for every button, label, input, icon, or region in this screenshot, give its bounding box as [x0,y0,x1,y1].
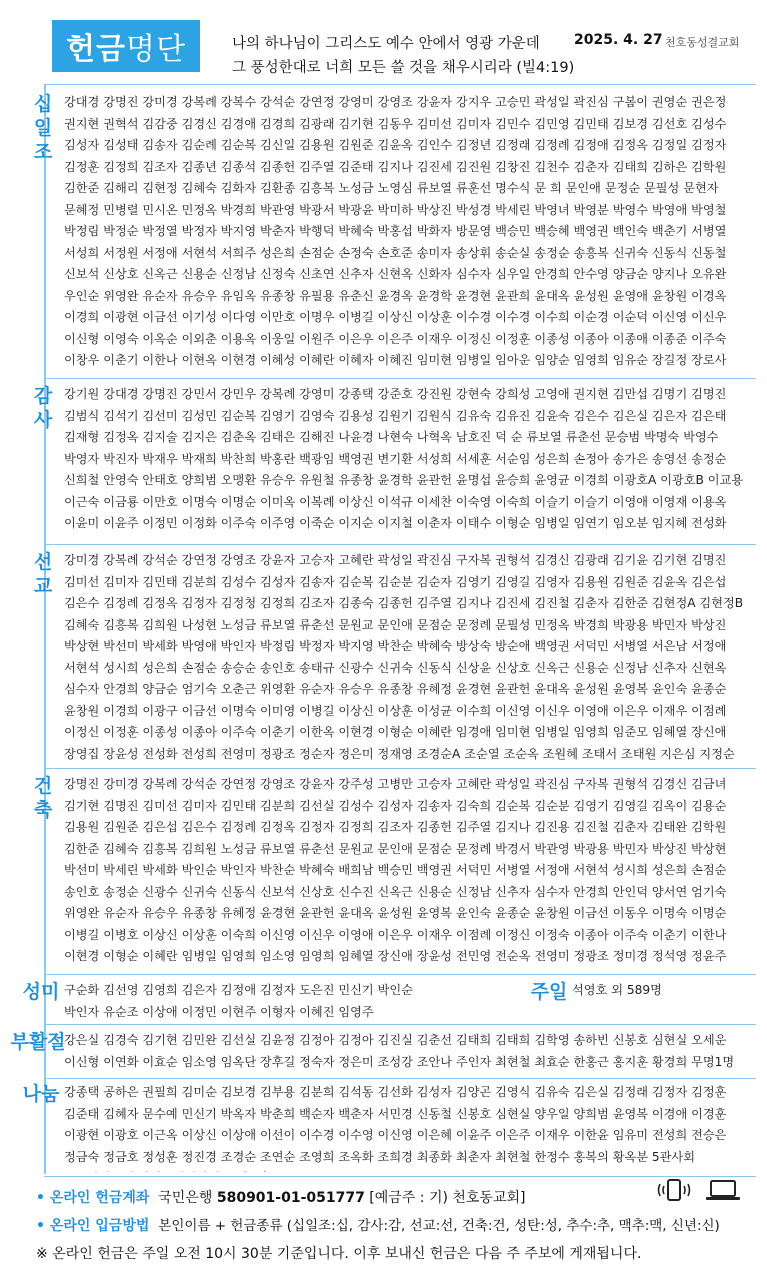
easter-names: 강은실 김경숙 김기현 김민완 김선실 김윤정 김정아 김정아 김진실 김춘선 김태희 김태희 김학영 송하빈 신봉호 심현실 오세운 이신형 이연화 이효순 임소영 임옥단 장후길 정숙자 정은미 조성강 조안나 주인자 최현철 최효순 한홍근 홍지훈 황경희 무명1명 [64,1033,735,1069]
account-row [36,1184,756,1212]
label-text: 선교 [33,551,53,597]
account-bank: 국민은행 [158,1190,213,1206]
sharing-names: 강종택 공하은 권필희 김미순 김보경 김부용 김분희 김석동 김선화 김성자 김양곤 김영식 김유숙 김은실 김정래 김정자 김정훈 김준태 김혜자 문수예 민신기 박옥자 박춘희 백순자 백춘자 서민경 신동철 신봉호 심현실 양우일 양희범 윤영복 이경애 이경훈 이광현 이광호 이근옥 이상신 이상애 이선이 이수경 이수영 이신영 이은혜 이윤주 이은주 이재우 이한윤 임유미 전성희 전승은 정금숙 정금호 정성훈 정진경 조경순 조연순 조영희 조옥화 조희경 최종화 최춘자 최현철 한정수 홍복의 황옥분 5관사회 [64,1085,727,1164]
holy-rice-names: 구순화 김선영 김영희 김은자 김정애 김정자 도은진 민신기 박인순 박인자 유순조 이상애 이정민 이현주 이형자 이혜진 임영주 [64,983,413,1019]
divider [44,768,756,769]
label-text: 건축 [33,775,53,821]
thanks-names: 강기원 강대경 강명진 강민서 강민우 강복례 강영미 강종택 강준호 강진원 강현숙 강희성 고영애 권지현 김만섭 김명기 김명진 김범식 김석기 김선미 김성민 김순복 김영기 김영숙 김용성 김원기 김원식 김유숙 김유진 김윤숙 김은수 김은실 김은자 김은태 김재형 김정옥 김지술 김지은 김춘옥 김태은 김해진 나윤경 나현숙 나혁옥 남호진 덕 순 류보열 류춘선 문승범 박명숙 박영수 박영자 박진자 박재우 박재희 박찬희 박홍란 백광임 백영권 변기환 서성희 서세훈 서순임 성은희 손정아 송가은 송영선 송정순 신희철 안영숙 안태호 양희범 오맹환 유승우 유원철 유종창 윤경학 윤관헌 윤명섭 윤승희 윤영균 이경희 이광호A 이광호B 이교용 이근숙 이금룡 이만호 이명숙 이명순 이미옥 이복례 이상신 이석규 이세찬 이숙영 이숙희 이슬기 이슬기 이영애 이영재 이용옥 이윤미 이윤주 이정민 이정화 이주숙 이주영 이죽순 이지순 이지철 이춘자 이태수 이형순 임병일 임연기 임오분 임지혜 전성화 [64,387,744,530]
page-title [52,20,200,72]
divider [44,544,756,545]
title-light: 명단 [126,32,186,67]
section-label-thanks [30,384,56,432]
mission-names: 강미경 강복례 강석순 강연정 강영조 강윤자 고승자 고혜란 곽성일 곽진심 구자복 권형석 김경신 김광래 김기윤 김기현 김명진 김미선 김미자 김민태 김분희 김성수 김성자 김송자 김순복 김순분 김순자 김영기 김영길 김영자 김용원 김원준 김윤옥 김은섭 김은수 김정례 김정옥 김정자 김정청 김정희 김조자 김종숙 김종헌 김주열 김지나 김진세 김진철 김춘자 김한준 김현정A 김현정B 김혜숙 김흥복 김희원 나성현 노성금 류보열 류춘선 문원교 문인애 문점순 문정례 문필성 민정옥 박경희 박광용 박민자 박상진 박상현 박선미 박세화 박영애 박인자 박정림 박정자 박지영 박찬순 박혜숙 방상숙 방순애 백영권 서덕민 서병열 서은남 서정애 서현석 성시희 성은희 손점순 송승순 송인호 송태규 신광수 신귀숙 신동식 신상윤 신상호 신옥근 신용순 신정남 신추자 신현옥 심수자 안경희 양금순 엄기숙 오춘근 위영환 유순자 유승우 유종창 유혜정 윤경현 윤관헌 윤대옥 윤성원 윤영복 윤인숙 윤종순 윤창원 이경희 이광구 이금선 이명숙 이미영 이병길 이상신 이상훈 이성균 이수희 이신영 이신우 이영애 이은우 이재우 이점례 이정신 이정훈 이종성 이종아 이주숙 이춘기 이한옥 이현경 이형순 이혜란 임경애 임미현 임병일 임영희 임준모 임혜열 장신애 장영집 장윤성 전성화 전성희 전영미 정광조 정순자 정은미 정재영 조경순A 조순열 조순옥 조원혜 조태서 조태원 지은심 지정순 [64,553,744,761]
divider [44,378,756,379]
divider [44,1024,756,1025]
section-label-building [30,774,56,822]
left-rule [44,84,46,1174]
account-label: • 온라인 헌금계좌 [36,1190,150,1206]
divider [44,84,756,85]
bulletin-date: 2025. 4. 27 [574,32,663,48]
section-label-sharing: 나눔 [22,1083,60,1105]
label-text: 감사 [33,385,53,431]
method-text: 본인이름 + 헌금종류 (십일조:십, 감사:감, 선교:선, 건축:건, 성탄:성, 추수:추, 맥추:맥, 신년:신) [158,1218,720,1234]
scripture-verse [232,32,574,80]
method-row [36,1212,756,1240]
verse-line-2: 그 풍성한대로 너희 모든 쓸 것을 채우시리라 (빌4:19) [232,60,575,76]
section-label-tithe [30,92,56,164]
verse-line-1: 나의 하나님이 그리스도 예수 안에서 영광 가운데 [232,36,540,52]
divider [44,974,756,975]
title-bold: 헌금 [66,32,126,67]
section-label-holy-rice: 성미 [22,981,60,1003]
section-label-mission [30,550,56,598]
account-number[interactable]: 580901-01-051777 [216,1190,365,1206]
method-label: • 온라인 입금방법 [36,1218,150,1234]
section-label-sunday: 주일 [530,981,568,1003]
footer [36,1184,756,1268]
header [0,0,767,80]
tithe-names: 강대경 강명진 강미경 강복례 강복수 강석순 강연정 강영미 강영조 강윤자 강지우 고승민 곽성일 곽진심 구봄이 권영순 권은정 권지현 권혁석 김감중 김경신 김경애 김경희 김광래 김기현 김동우 김미선 김미자 김민수 김민영 김민태 김보경 김선호 김성수 김성자 김성태 김송자 김순례 김순복 김신일 김용원 김원준 김윤옥 김인수 김정년 김정래 김정례 김정애 김정옥 김정일 김정자 김정훈 김정희 김조자 김종년 김종석 김종헌 김주열 김준태 김지나 김진세 김진원 김창진 김천수 김춘자 김태희 김하은 김학원 김한준 김해리 김현정 김혜숙 김화자 김환종 김흥복 노성금 노영심 류보열 류훈선 명수식 문 희 문인애 문정순 문필성 문현자 문혜정 민병렬 민시온 민정옥 박경희 박관영 박광서 박광윤 박미하 박상진 박성경 박세린 박영녀 박영분 박영수 박영애 박영철 박정림 박정순 박정열 박정자 박지영 박춘자 박행덕 박혜숙 박홍섭 박화자 방문영 백승민 백승혜 백영권 백인숙 백춘기 서병열 서성희 서정원 서정애 서현석 서희주 성은희 손점순 손정숙 손호준 송미자 송상휘 송순실 송정순 송흥복 신귀숙 신동식 신동철 신보석 신상호 신옥근 신용순 신정남 신정숙 신초연 신추자 신현옥 신화자 심수자 심우일 안경희 안수영 양금순 양지나 오유완 우인순 위영완 유순자 유승우 유임옥 유종창 유필용 유춘신 윤경옥 윤경학 윤경현 윤관희 윤대옥 윤성원 윤영애 윤창원 이경옥 이경희 이광현 이금선 이기성 이다영 이만호 이명우 이병길 이상신 이상훈 이수경 이수경 이수희 이순경 이순덕 이신영 이신우 이신형 이영숙 이옥순 이외춘 이용옥 이웅일 이원주 이은우 이은주 이재우 이정신 이정훈 이종성 이종아 이종애 이종준 이주숙 이창우 이춘기 이한나 이현옥 이현경 이혜성 이혜란 이혜자 이혜진 임미현 임병일 임아운 임양순 임영희 임유순 장길정 장로사 [64,95,727,367]
divider [44,1078,756,1079]
account-holder: [예금주 : 기) 천호동교회] [369,1190,526,1206]
church-name: 천호동성결교회 [665,36,740,49]
divider [44,1176,756,1177]
notice: ※ 온라인 헌금은 주일 오전 10시 30분 기준입니다. 이후 보내신 헌금은 다음 주 주보에 게재됩니다. [36,1246,642,1262]
building-names: 강명진 강미경 강복례 강석순 강연정 강영조 강윤자 강주성 고병만 고승자 고혜란 곽성일 곽진심 구자복 권형석 김경신 김금녀 김기현 김명진 김미선 김미자 김민태 김분희 김선실 김성수 김성자 김송자 김숙희 김순복 김순분 김영기 김영길 김옥이 김용순 김용원 김원준 김은섭 김은수 김정례 김정옥 김정자 김정희 김조자 김종헌 김주열 김지나 김진용 김진철 김춘자 김태완 김학원 김한준 김혜숙 김흥복 김희원 노성금 류보열 류춘선 문원교 문인애 문점순 문정례 박경서 박관영 박광용 박민자 박상진 박상현 박선미 박세린 박세화 박인순 박인자 박찬순 박혜숙 배희남 백승민 백영권 서덕민 서병열 서정애 서현석 성시희 성은희 손점순 송인호 송정순 신광수 신귀숙 신동식 신보석 신상호 신수진 신옥근 신용순 신정남 신추자 심수자 안경희 안인덕 양서연 엄기숙 위영완 유순자 유승우 유종창 유혜정 윤경현 윤관헌 윤대옥 윤성원 윤영복 윤인숙 윤종순 윤창원 이금선 이동우 이명숙 이명순 이병길 이병호 이상신 이상훈 이숙희 이신영 이신우 이영애 이은우 이재우 이점례 이정신 이정숙 이종아 이주숙 이춘기 이한나 이현경 이형순 이혜란 임병일 임영희 임소영 임영희 임혜열 장신애 장윤성 전민영 전순옥 전영미 정광조 정미경 정석영 정윤주 [64,777,727,963]
sunday-names: 석영호 외 589명 [572,983,662,997]
label-text: 십일조 [33,93,53,163]
section-label-easter: 부활절 [10,1031,66,1053]
